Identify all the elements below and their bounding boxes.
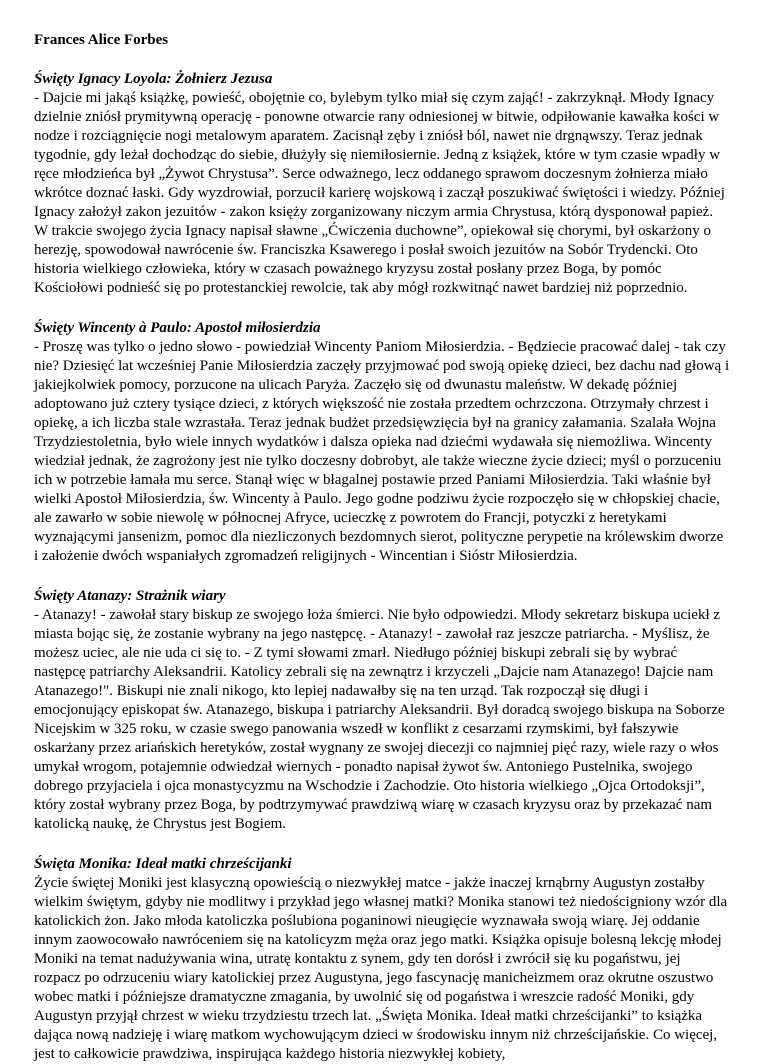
section-atanazy (34, 587, 730, 834)
section-body: - Proszę was tylko o jedno słowo - powiedział Wincenty Paniom Miłosierdzia. - Będziecie pracować dalej - tak czy nie? Dziesięć lat wcześniej Panie Miłosierdzia zaczęły przyjmować pod swoją opiekę dzieci, bez dachu nad głową i jakiejkolwiek pomocy, porzucone na ulicach Paryża. Zaczęło się od dwunastu maleństw. W dekadę później adoptowano już cztery tysiące dzieci, z których większość nie została przedtem ochrzczona. Otrzymały chrzest i opiekę, a ich liczba stale wzrastała. Teraz jednak budżet przedsięwzięcia był na granicy załamania. Szalała Wojna Trzydziestoletnia, było wiele innych wydatków i dalsza opieka nad dziećmi wydawała się niemożliwa. Wincenty wiedział jednak, że zagrożony jest nie tylko doczesny dobrobyt, ale także wieczne życie dzieci; myśl o porzuceniu ich w potrzebie łamała mu serce. Stanął więc w błagalnej postawie przed Paniami Miłosierdzia. Taki właśnie był wielki Apostoł Miłosierdzia, św. Wincenty à Paulo. Jego godne podziwu życie rozpoczęło się w chłopskiej chacie, ale zawarło w sobie niewolę w północnej Afryce, ucieczkę z powrotem do Francji, potyczki z heretykami wyznającymi jansenizm, pomoc dla niezliczonych bezdomnych sierot, polityczne perypetie na królewskim dworze i założenie dwóch wspaniałych zgromadzeń religijnych - Wincentian i Sióstr Miłosierdzia. (34, 339, 730, 564)
author-name: Frances Alice Forbes (34, 32, 169, 48)
section-title: Święta Monika: Ideał matki chrześcijanki (34, 856, 292, 872)
section-body: - Atanazy! - zawołał stary biskup ze swojego łoża śmierci. Nie było odpowiedzi. Młody sekretarz biskupa uciekł z miasta bojąc się, że zostanie wybrany na jego następcę. - Atanazy! - zawołał raz jeszcze patriarcha. - Myślisz, że możesz uciec, ale nie uda ci się to. - Z tymi słowami zmarł. Niedługo później biskupi zebrali się by wybrać następcę patriarchy Aleksandrii. Katolicy zebrali się na zewnątrz i krzyczeli „Dajcie nam Atanazego! Dajcie nam Atanazego!". Biskupi nie znali nikogo, kto lepiej nadawałby się na ten urząd. Tak rozpoczął się długi i emocjonujący episkopat św. Atanazego, biskupa i patriarchy Aleksandrii. Był doradcą swojego biskupa na Soborze Nicejskim w 325 roku, w czasie swego panowania wszedł w konflikt z cesarzami rzymskimi, był fałszywie oskarżany przez ariańskich heretyków, został wygnany ze swojej diecezji co najmniej pięć razy, wiele razy o włos umykał wrogom, potajemnie odwiedzał wiernych - ponadto napisał żywot św. Antoniego Pustelnika, swojego dobrego przyjaciela i ojca monastycyzmu na Wschodzie i Zachodzie. Oto historia wielkiego „Ojca Ortodoksji”, który został wybrany przez Boga, by podtrzymywać prawdziwą wiarę w czasach kryzysu oraz by przekazać nam katolicką naukę, że Chrystus jest Bogiem. (34, 607, 725, 832)
section-title: Święty Ignacy Loyola: Żołnierz Jezusa (34, 71, 273, 87)
section-wincenty (34, 319, 730, 566)
section-body: Życie świętej Moniki jest klasyczną opowieścią o niezwykłej matce - jakże inaczej krnąbrny Augustyn zostałby wielkim świętym, gdyby nie modlitwy i przykład jego własnej matki? Monika stanowi też niedościgniony wzór dla katolickich żon. Jako młoda katoliczka poślubiona poganinowi nieugięcie wyznawała swoją wiarę. Jej oddanie innym zaowocowało nawróceniem się na katolicyzm męża oraz jego matki. Książka opisuje bolesną lekcję młodej Moniki na temat nadużywania wina, utratę kontaktu z synem, gdy ten dorósł i zwrócił się ku pogaństwu, jej rozpacz po odrzuceniu wiary katolickiej przez Augustyna, jego fascynację manicheizmem oraz okrutne oszustwo wobec matki i późniejsze dramatyczne zmagania, by uwolnić się od pogaństwa i wreszcie radość Moniki, gdy Augustyn przyjął chrzest w wieku trzydziestu trzech lat. „Święta Monika. Ideał matki chrześcijanki” to książka dająca nową nadzieję i wiarę matkom wychowującym dzieci w środowisku innym niż chrześcijańskie. Co więcej, jest to całkowicie prawdziwa, inspirująca każdego historia niezwykłej kobiety, (34, 875, 728, 1062)
section-title: Święty Wincenty à Paulo: Apostoł miłosierdzia (34, 320, 321, 336)
section-ignacy (34, 70, 730, 298)
section-title: Święty Atanazy: Strażnik wiary (34, 588, 226, 604)
section-body: - Dajcie mi jakąś książkę, powieść, obojętnie co, bylebym tylko miał się czym zająć! - zakrzyknął. Młody Ignacy dzielnie zniósł prymitywną operację - ponowne otwarcie rany odniesionej w bitwie, odpiłowanie kawałka kości w nodze i rozciągnięcie nogi metalowym aparatem. Zacisnął zęby i zniósł ból, nawet nie drgnąwszy. Teraz jednak tygodnie, gdy leżał dochodząc do siebie, dłużyły się niemiłosiernie. Jedną z książek, które w tym czasie wpadły w ręce młodzieńca był „Żywot Chrystusa”. Serce odważnego, lecz oddanego sprawom doczesnym żołnierza miało wkrótce doznać łaski. Gdy wyzdrowiał, porzucił karierę wojskową i zaczął poszukiwać świętości i wiedzy. Później Ignacy założył zakon jezuitów - zakon księży zorganizowany niczym armia Chrystusa, którą dysponował papież. W trakcie swojego życia Ignacy napisał sławne „Ćwiczenia duchowne”, opiekował się chorymi, był oskarżony o herezję, spowodował nawrócenie św. Franciszka Ksawerego i posłał swoich jezuitów na Sobór Trydencki. Oto historia wielkiego człowieka, który w czasach poważnego kryzysu został posłany przez Boga, by pomóc Kościołowi podnieść się po protestanckiej rewolcie, tak aby mógł rozkwitnąć nawet bardziej niż poprzednio. (34, 90, 725, 296)
section-monika (34, 855, 730, 1064)
